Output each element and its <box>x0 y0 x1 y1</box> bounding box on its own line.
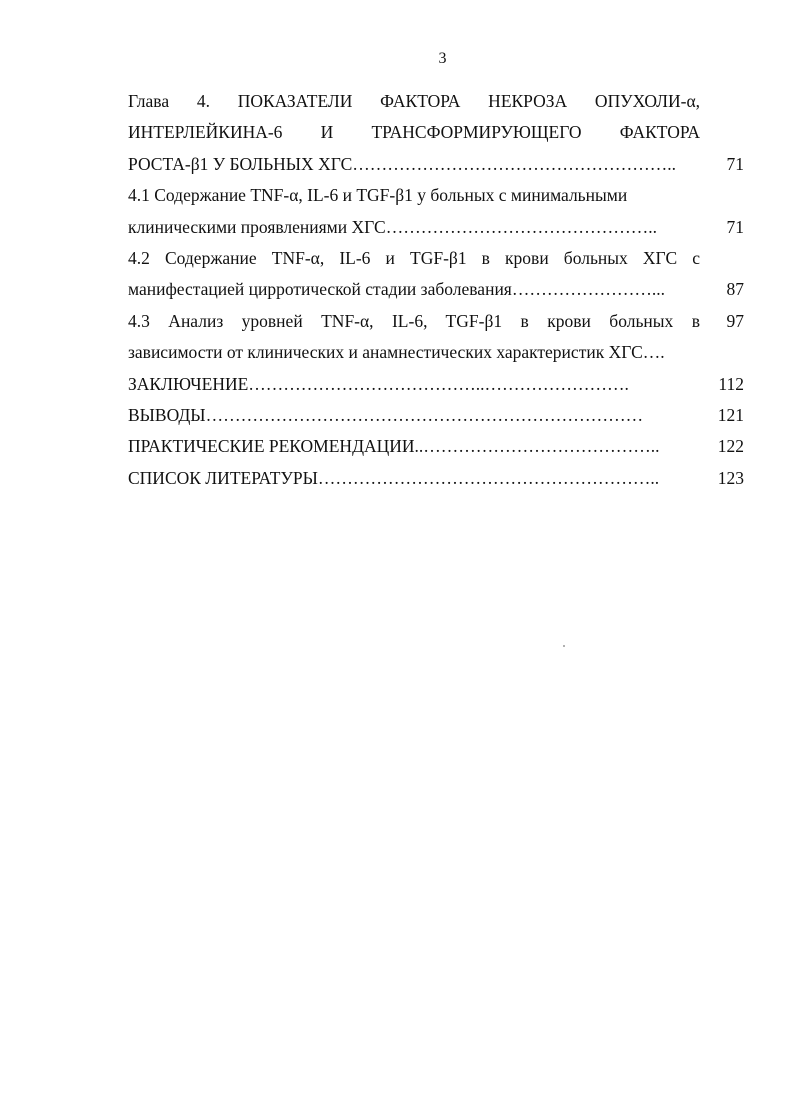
toc-entry-chapter-4[interactable] <box>128 86 744 180</box>
toc-page-number: 97 <box>726 310 744 331</box>
toc-line: ЗАКЛЮЧЕНИЕ…………………………………..……………………. <box>128 373 629 394</box>
toc-entry-section-4-1[interactable] <box>128 180 744 243</box>
toc-page-number: 121 <box>717 405 744 426</box>
toc-entry-section-4-2[interactable] <box>128 243 744 306</box>
toc-entry-recommendations[interactable] <box>128 431 744 462</box>
toc-entry-text <box>128 431 700 462</box>
toc-line: СПИСОК ЛИТЕРАТУРЫ………………………………………………….. <box>128 467 660 488</box>
toc-entry-text <box>128 463 700 494</box>
toc-entry-references[interactable] <box>128 463 744 494</box>
toc-line: ИНТЕРЛЕЙКИНА-6 И ТРАНСФОРМИРУЮЩЕГО ФАКТОРА <box>128 122 700 143</box>
toc-line: 4.2 Содержание TNF-α, IL-6 и TGF-β1 в крови больных ХГС с <box>128 248 700 269</box>
toc-entry-text <box>128 180 700 243</box>
toc-entry-text <box>128 369 700 400</box>
toc-entry-text <box>128 86 700 180</box>
toc-entry-findings[interactable] <box>128 400 744 431</box>
toc-line: 4.3 Анализ уровней TNF-α, IL-6, TGF-β1 в крови больных в <box>128 310 700 331</box>
toc-entry-text <box>128 400 700 431</box>
toc-line: ВЫВОДЫ………………………………………………………………… <box>128 405 644 426</box>
toc-line: ПРАКТИЧЕСКИЕ РЕКОМЕНДАЦИИ..………………………………….. <box>128 436 660 457</box>
toc-page-number: 123 <box>717 467 744 488</box>
toc-entry-text <box>128 243 700 306</box>
toc-line: РОСТА-β1 У БОЛЬНЫХ ХГС……………………………………………….. <box>128 153 677 174</box>
toc-line: манифестацией цирротической стадии заболевания……………………... <box>128 279 665 300</box>
toc-line: 4.1 Содержание TNF-α, IL-6 и TGF-β1 у больных с минимальными <box>128 185 628 206</box>
toc-entry-conclusion[interactable] <box>128 369 744 400</box>
table-of-contents <box>128 86 744 494</box>
toc-line: клиническими проявлениями ХГС……………………………………….. <box>128 216 657 237</box>
toc-page-number: 122 <box>717 436 744 457</box>
scan-speck <box>563 645 565 647</box>
toc-page-number: 71 <box>726 216 744 237</box>
toc-line: Глава 4. ПОКАЗАТЕЛИ ФАКТОРА НЕКРОЗА ОПУХОЛИ-α, <box>128 91 700 111</box>
toc-entry-section-4-3[interactable] <box>128 306 744 369</box>
toc-page-number: 87 <box>726 279 744 300</box>
toc-page-number: 71 <box>726 153 744 174</box>
page-number: 3 <box>438 50 447 67</box>
toc-entry-text <box>128 306 700 369</box>
toc-line: зависимости от клинических и анамнестических характеристик ХГС…. <box>128 342 665 363</box>
toc-page-number: 112 <box>718 373 744 394</box>
